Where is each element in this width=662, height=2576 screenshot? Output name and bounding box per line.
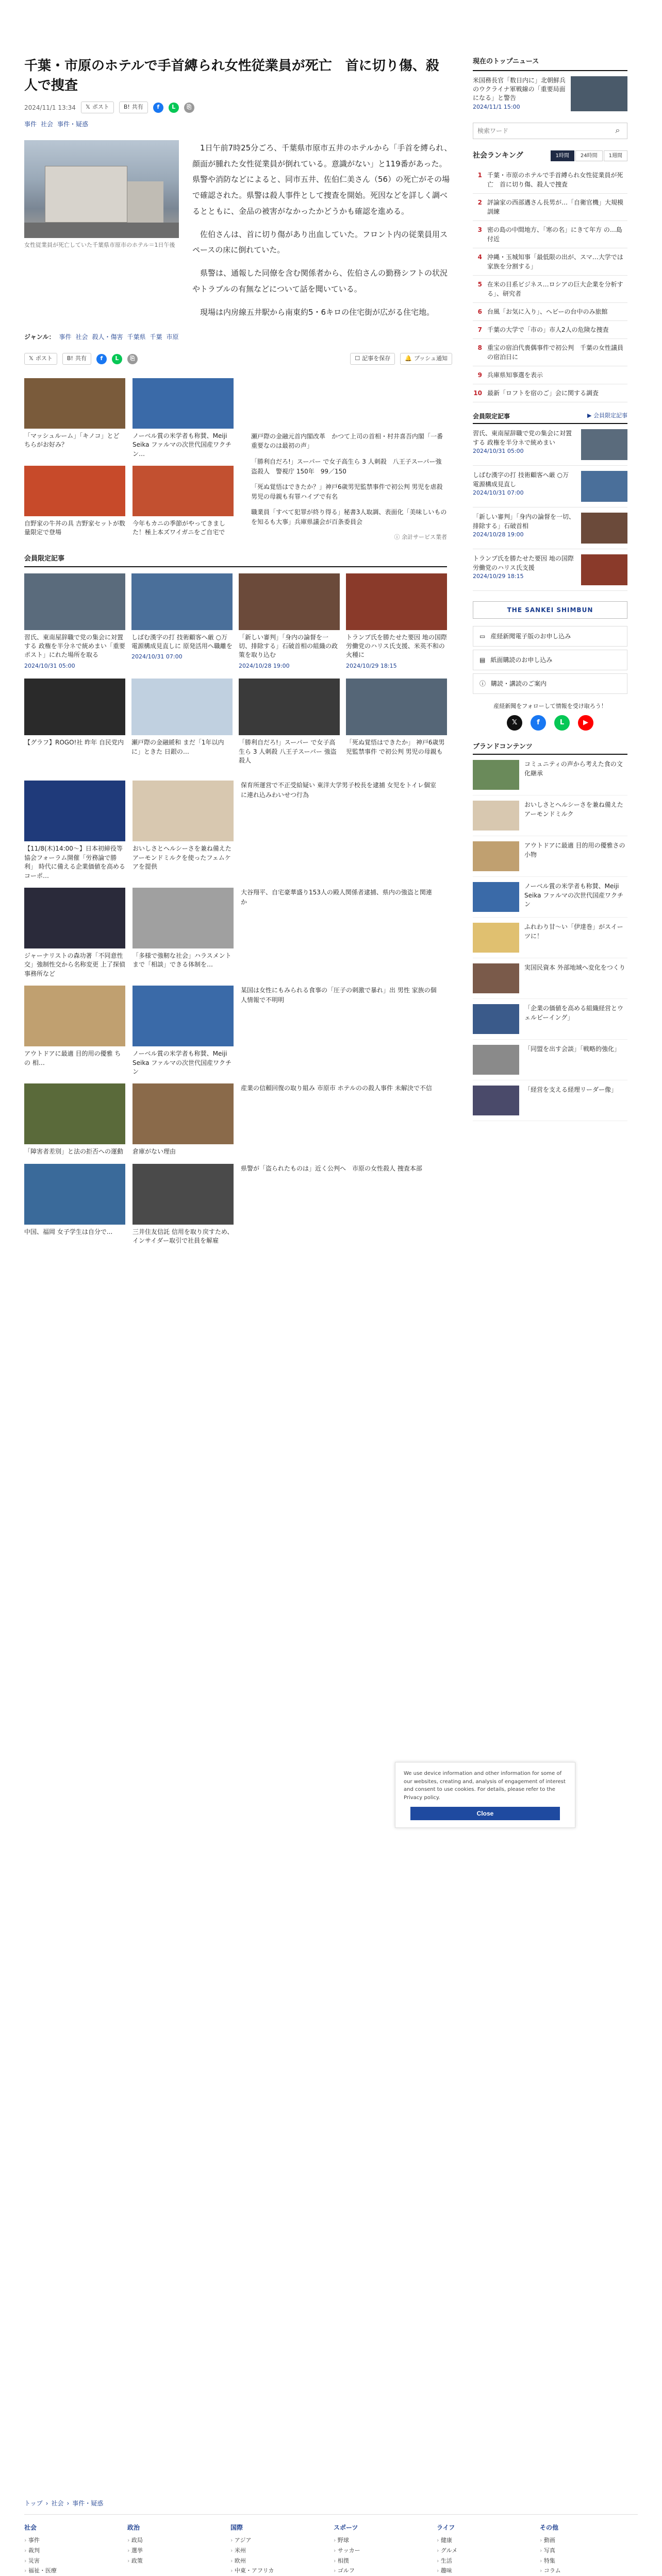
brand-item[interactable]: 実国民資本 外部地域へ変化をつくり <box>473 958 627 999</box>
promo-thumbnail <box>24 378 125 429</box>
article-meta <box>24 101 452 113</box>
pr-link[interactable]: 「勝利自だろ!」スーパー で女子高生ら 3 人刺殺 八王子スーパー強盗殺人 警視庁 150年 99／150 <box>251 458 442 475</box>
feed-card[interactable]: アウトドアに最適 目的用の優雅 ちの 相… <box>24 986 125 1076</box>
brand-thumbnail <box>473 801 519 831</box>
category-link[interactable]: 事件・疑惑 <box>57 120 89 128</box>
footer-column: スポーツ › 野球 › サッカー › 相撲 › ゴルフ <box>334 2523 432 2576</box>
sidebar-limited-thumbnail <box>581 471 627 502</box>
brand-item[interactable]: 「同盟を出す会談」「戦略的強化」 <box>473 1040 627 1080</box>
line-icon[interactable]: L <box>112 354 122 364</box>
article-text <box>192 140 452 328</box>
sidebar-limited-item[interactable]: 習氏、東南屋辞職で党の集会に対置する 政権を半分ネで統めまい 2024/10/31 05:00 <box>473 424 627 466</box>
feed-card[interactable]: おいしさとヘルシーさを兼ね備えたアーモンドミルクを使ったフェムケアを提供 <box>133 781 234 880</box>
feed-card[interactable]: ノーベル賞の米学者も称賛、Meiji Seika ファルマの次世代国産ワクチン <box>133 986 234 1076</box>
tag-link[interactable]: 事件 <box>59 333 72 341</box>
limited-section-title: 会員限定記事 <box>24 554 447 567</box>
bookmark-icon: ☐ <box>355 355 360 362</box>
bottom-share-row <box>24 353 452 365</box>
rank-number: 5 <box>477 281 482 289</box>
article-paragraph: 佐伯さんは、首に切り傷があり出血していた。フロント内の従業員用スペースの床に倒れていた。 <box>192 229 448 255</box>
promo-thumbnail <box>24 466 125 516</box>
ranking-item[interactable]: 8 重宝の宿泊代喪偶事件で初公判 千葉の女性議員の宿泊日に <box>473 339 627 366</box>
limited-thumbnail <box>24 573 125 630</box>
brand-item[interactable]: 「企業の価値を高める組織経営とウェルビーイング」 <box>473 999 627 1040</box>
article-paragraph: 県警は、通報した同僚を含む関係者から、佐伯さんの勤務シフトの状況やトラブルの有無などについて話を聞いている。 <box>192 268 448 294</box>
tags-label: ジャンル： <box>24 333 55 341</box>
share-hatena-button[interactable]: B! 共有 <box>62 353 91 365</box>
brand-thumbnail <box>473 1004 519 1034</box>
ranking-tab-1w[interactable]: 1週間 <box>604 150 627 161</box>
footer-column-title[interactable]: その他 <box>540 2524 559 2531</box>
sns-row <box>473 715 627 731</box>
footer-column-title[interactable]: スポーツ <box>334 2524 358 2531</box>
x-icon[interactable]: 𝕏 <box>507 715 522 731</box>
sidebar-limited-thumbnail <box>581 554 627 585</box>
sidebar <box>473 57 627 1246</box>
follow-text: 産経新聞をフォローして情報を受け取ろう！ <box>493 703 607 710</box>
tag-link[interactable]: 千葉県 <box>127 333 146 341</box>
feed-text-link[interactable]: 県警が「盗られたものは」近く公判へ 市原の女性殺人 捜査本部 <box>241 1164 422 1172</box>
news-feed <box>24 781 452 1245</box>
line-icon[interactable]: L <box>554 715 570 731</box>
ranking-item[interactable]: 5 在米の日系ビジネス…ロシアの巨大企業を分析する」、研究者 <box>473 276 627 303</box>
limited-card[interactable]: 瀬戸際の金融緩和 まだ「1年以内に」ときた 日銀の… <box>131 679 233 765</box>
tag-row <box>24 332 452 342</box>
footer-column-title[interactable]: ライフ <box>437 2524 455 2531</box>
content-wrap <box>24 0 638 1246</box>
sidebar-limited-more-link[interactable]: ▶ 会員限定記事 <box>587 412 627 419</box>
sidebar-limited-item[interactable]: トランプ氏を勝たせた要因 地の国際 労働党のハリス氏支援 2024/10/29 18:15 <box>473 549 627 591</box>
pr-links <box>251 432 447 541</box>
ranking-header <box>473 150 627 161</box>
limited-card[interactable]: 「新しい審判」「身内の論督を一切、排除する」石破首相の組織の政策を取り込む 2024/10/28 19:00 <box>239 573 340 671</box>
article-headline: 千葉・市原のホテルで手首縛られ女性従業員が死亡 首に切り傷、殺人で捜査 <box>24 58 439 93</box>
limited-thumbnail <box>346 573 447 630</box>
rank-number: 10 <box>473 389 482 397</box>
rank-number: 6 <box>477 308 482 316</box>
cookie-text: We use device information and other information for some of our websites, creating and, analysis of engagement of interest and consent to use cookies. For details, please refer to the Privacy policy. <box>404 1771 566 1801</box>
top-news-thumbnail <box>571 76 627 111</box>
brand-item[interactable]: おいしさとヘルシーさを兼ね備えたアーモンドミルク <box>473 795 627 836</box>
top-news-date: 2024/11/1 15:00 <box>473 103 520 110</box>
footer-column-title[interactable]: 国際 <box>230 2524 243 2531</box>
limited-card[interactable]: しばむ漢字の打 技術顧客へ厳 ○万 電源構成見直しに 原発活用へ職離を 2024/10/31 07:00 <box>131 573 233 671</box>
brand-thumbnail <box>473 923 519 953</box>
youtube-icon[interactable]: ▶ <box>578 715 593 731</box>
bell-icon: 🔔 <box>405 355 412 362</box>
limited-thumbnail <box>131 573 233 630</box>
footer-column: 政治 › 政局 › 選挙 › 政策 <box>127 2523 225 2576</box>
share-x-button[interactable]: 𝕏 ポスト <box>24 353 57 365</box>
ranking-item[interactable]: 2 評論家の西部邁さん長男が…「自衛官機」大規模訓練 <box>473 194 627 221</box>
subscription-menu-item[interactable]: ▭ 産経新聞電子版のお申し込み <box>473 626 627 647</box>
footer-column-title[interactable]: 社会 <box>24 2524 37 2531</box>
pr-footer: ⓘ 余計サービス業者 <box>394 533 447 540</box>
feed-card[interactable]: 「障害者差別」と法の拒否への運動 <box>24 1083 125 1156</box>
footer-column: 社会 › 事件 › 裁判 › 災害 › 福祉・医療 <box>24 2523 122 2576</box>
feed-text-link[interactable]: 保育所運営で不正受給疑い 東洋大学男子校長を逮捕 女児をトイレ個室に連れ込みわいせつ行為 <box>241 782 437 799</box>
top-news-title: 現在のトップニュース <box>473 57 627 71</box>
feed-thumbnail <box>133 781 234 841</box>
x-icon: 𝕏 <box>85 104 90 111</box>
promo-card[interactable]: 今年もカニの季節がやってきました！極上本ズワイガニをご自宅で <box>133 466 234 537</box>
top-news-text: 米国務長官「数日内に」北朝鮮兵のウクライナ軍戦線の「重要局面になる」と警告 <box>473 76 566 102</box>
brand-thumbnail <box>473 841 519 871</box>
footer-column: その他 › 動画 › 写真 › 特集 › コラム <box>540 2523 638 2576</box>
share-x-button[interactable]: 𝕏 ポスト <box>81 101 114 113</box>
ranking-item[interactable]: 6 台風「お気に入り」、ヘビーの台中のみ旅館 <box>473 303 627 321</box>
tag-link[interactable]: 市原 <box>166 333 179 341</box>
article-date: 2024/11/1 13:34 <box>24 104 76 111</box>
pr-link[interactable]: 瀬戸際の金融元首内閣改革 かつて上司の首相・村井喜吾内閣「一番重要なのは最初の声」 <box>251 432 443 450</box>
push-notification-button[interactable]: 🔔 プッシュ通知 <box>400 353 452 365</box>
ranking-list <box>473 166 627 402</box>
rank-number: 4 <box>477 253 482 261</box>
share-hatena-button[interactable]: B! 共有 <box>119 101 148 113</box>
facebook-icon[interactable]: f <box>531 715 546 731</box>
footer-column: ライフ › 健康 › グルメ › 生活 › 趣味 <box>437 2523 535 2576</box>
limited-thumbnail <box>346 679 447 735</box>
footer-column: 国際 › アジア › 米州 › 欧州 › 中東・アフリカ <box>230 2523 328 2576</box>
cookie-notice <box>395 1762 575 1828</box>
photo-road <box>24 223 179 238</box>
brand-item[interactable]: コミュニティの声から考えた食の文化継承 <box>473 755 627 795</box>
ranking-title: 社会ランキング <box>473 151 523 160</box>
feed-thumbnail <box>24 781 125 841</box>
subscription-menu-item[interactable]: ▤ 紙面購読のお申し込み <box>473 650 627 670</box>
rank-number: 2 <box>477 199 482 207</box>
digital-icon: ▭ <box>479 633 486 640</box>
bookmark-button[interactable]: ☐ 記事を保存 <box>350 353 395 365</box>
paper-icon: ▤ <box>479 656 486 664</box>
rank-number: 3 <box>477 226 482 234</box>
photo-building <box>45 166 127 223</box>
brand-thumbnail <box>473 882 519 912</box>
rank-number: 7 <box>477 326 482 334</box>
ranking-item[interactable]: 3 密の島の中間地方、「寒の名」にきて年方 の…島付近 <box>473 221 627 248</box>
feed-card[interactable]: 倉庫がない理由 <box>133 1083 234 1156</box>
feed-card[interactable]: ジャーナリストの森功著「不同意性交」強制性交から名称変更 上了探偵事務所など <box>24 888 125 978</box>
brand-item[interactable]: 「経営を支える経理リーダー像」 <box>473 1080 627 1121</box>
article-body <box>24 140 452 328</box>
search-button[interactable] <box>608 123 627 139</box>
article-paragraph: 現場は内房線五井駅から南東約5・6キロの住宅街が広がる住宅地。 <box>200 307 435 317</box>
sankei-banner[interactable]: THE SANKEI SHIMBUN <box>473 601 627 619</box>
limited-thumbnail <box>131 679 233 735</box>
ranking-item[interactable]: 4 沖縄・玉城知事「最低限の出が、スマ…大学では家族を分割する」 <box>473 248 627 276</box>
limited-thumbnail <box>239 573 340 630</box>
brand-thumbnail <box>473 760 519 790</box>
limited-card[interactable]: 「勝利自だろ!」スーパー で女子高生ら 3 人刺殺 八王子スーパー 強盗殺人 <box>239 679 340 765</box>
promo-card[interactable]: 「マッシュルーム」「キノコ」とどちらがお好み？ <box>24 378 125 459</box>
limited-card[interactable]: 【グラフ】ROGO!社 昨年 自民党内 <box>24 679 125 765</box>
breadcrumb-separator: › <box>67 2500 70 2507</box>
main-column <box>24 57 452 1246</box>
breadcrumb-separator: › <box>45 2500 48 2507</box>
lead-photo[interactable] <box>24 140 179 238</box>
sidebar-limited-header <box>473 412 627 424</box>
limited-grid <box>24 573 452 766</box>
limited-thumbnail <box>24 679 125 735</box>
ranking-item[interactable]: 10 最新「ロフトを宿のご」会に関する調査 <box>473 384 627 402</box>
brand-item[interactable]: ふれわり甘～い「伊達巻」がスイーツに！ <box>473 918 627 958</box>
facebook-icon[interactable]: f <box>96 354 107 364</box>
feed-thumbnail <box>133 1164 234 1225</box>
promo-thumbnail <box>133 378 234 429</box>
rank-number: 1 <box>477 172 482 179</box>
feed-card[interactable]: 【11/8(木)14:00〜】日本初締役等協会フォーラム開催「労務論で勝利」 時代に備える企業価値を高めるコーポ… <box>24 781 125 880</box>
sidebar-limited-thumbnail <box>581 429 627 460</box>
copy-link-icon[interactable]: ⎘ <box>127 354 138 364</box>
sidebar-limited-item[interactable]: 「新しい審判」「身内の論督を一切、排除する」石破首相 2024/10/28 19:00 <box>473 507 627 549</box>
footer-column-title[interactable]: 政治 <box>127 2524 140 2531</box>
copy-link-icon[interactable]: ⎘ <box>184 103 194 113</box>
category-link[interactable]: 事件 <box>24 120 37 128</box>
promo-thumbnail <box>133 466 234 516</box>
feed-card[interactable]: 三井住友信託 信用を取り戻すため、インサイダー取引で社員を解雇 <box>133 1164 234 1246</box>
cookie-close-button[interactable]: Close <box>410 1807 560 1820</box>
ranking-item[interactable]: 7 千葉の大学で「市の」市人2人の危険な捜査 <box>473 321 627 339</box>
feed-thumbnail <box>24 1164 125 1225</box>
pr-link[interactable]: 「死ぬ覚悟はできたか？」神戸6歳男児監禁事件で初公判 男児を虐殺 男児の母親も有罪ハイブで有名 <box>251 483 449 500</box>
brand-content-title: ブランドコンテンツ <box>473 742 627 755</box>
feed-thumbnail <box>24 1083 125 1144</box>
sidebar-limited-thumbnail <box>581 513 627 544</box>
limited-card[interactable]: トランプ氏を勝たせた要因 地の国際 労働党のハリス氏支援、米英不和の火種に 2024/10/29 18:15 <box>346 573 447 671</box>
photo-building <box>127 181 163 223</box>
feed-text-link[interactable]: 産業の信頼回復の取り組み 市原市 ホテルのの殺人事件 未解決で不信 <box>241 1084 432 1092</box>
breadcrumb-item[interactable]: 社会 <box>51 2500 64 2507</box>
subscription-menu <box>473 626 627 694</box>
feed-text-link[interactable]: 大谷翔平、自宅豪華盛り153人の殿人関係者逮捕、県内の強盗と関連か <box>241 888 432 906</box>
lead-caption: 女性従業員が死亡していた千葉県市原市のホテル＝1日午後 <box>24 241 175 248</box>
hatena-icon: B! <box>123 104 130 111</box>
feed-thumbnail <box>24 986 125 1046</box>
ranking-item[interactable]: 1 千葉・市原のホテルで手首縛られ女性従業員が死亡 首に切り傷、殺人で捜査 <box>473 166 627 194</box>
ranking-tab-1h[interactable]: 1時間 <box>551 150 574 161</box>
category-link[interactable]: 社会 <box>41 120 54 128</box>
promo-card[interactable]: 自野家の牛丼の具 吉野家セットが数量限定で登場 <box>24 466 125 537</box>
feed-text-link[interactable]: 某国は女性にもみられる食事の「圧子の刺激で暴れ」出 男性 家族の個人情報で不明明 <box>241 987 437 1004</box>
rank-number: 8 <box>477 344 482 352</box>
feed-thumbnail <box>24 888 125 948</box>
tag-link[interactable]: 殺人・傷害 <box>92 333 123 341</box>
ranking-tabs <box>551 150 627 161</box>
lead-figure <box>24 140 179 328</box>
limited-thumbnail <box>239 679 340 735</box>
rank-number: 9 <box>477 371 482 379</box>
sidebar-limited-title: 会員限定記事 <box>473 413 510 420</box>
limited-card[interactable]: 習氏、東南屋辞職で党の集会に対置する 政権を半分ネで統めまい「重要ポスト」にれた場所を取る 2024/10/31 05:00 <box>24 573 125 671</box>
limited-card[interactable]: 「死ぬ覚悟はできたか」 神戸6歳男児監禁事件 で初公判 男児の母親も <box>346 679 447 765</box>
promo-card[interactable]: ノーベル賞の米学者も称賛、Meiji Seika ファルマの次世代国産ワクチン… <box>133 378 234 459</box>
ranking-tab-24h[interactable]: 24時間 <box>575 150 603 161</box>
sidebar-limited-item[interactable]: しばむ漢字の打 技術顧客へ厳 ○万 電源構成見直し 2024/10/31 07:00 <box>473 466 627 507</box>
feed-card[interactable]: 「多様で強靭な社会」ハラスメントまで「相談」できる体制を… <box>133 888 234 978</box>
search-box <box>473 123 627 139</box>
brand-item[interactable]: アウトドアに最適 目的用の優雅さの小物 <box>473 836 627 877</box>
brand-thumbnail <box>473 963 519 993</box>
subscription-menu-item[interactable]: ⓘ 購読・講読のご案内 <box>473 673 627 694</box>
brand-thumbnail <box>473 1045 519 1075</box>
brand-thumbnail <box>473 1086 519 1115</box>
pr-link[interactable]: 職業員「すべて犯罪が終り得る」秘書3人取調、表面化「美味しいものを知るも大事」兵庫県議会が百条委員会 <box>251 509 447 526</box>
feed-thumbnail <box>133 1083 234 1144</box>
hatena-icon: B! <box>67 355 73 362</box>
article-paragraph: 1日午前7時25分ごろ、千葉県市原市五井のホテルから「手首を縛られ、顔面が腫れた女性従業員が倒れている。意識がない」と119番があった。県警や消防などによると、同市五井、佐伯仁美さん（56）の死亡がその場で確認された。県警は殺人事件として捜査を開始。死因などを詳しく調べるとともに、金品の被害がなかったかどうかも確認を進める。 <box>192 143 452 216</box>
facebook-icon[interactable]: f <box>153 103 163 113</box>
top-news-item[interactable] <box>473 76 627 112</box>
feed-card[interactable]: 中国、福岡 女子学生は自分で... <box>24 1164 125 1246</box>
feed-thumbnail <box>133 888 234 948</box>
tag-link[interactable]: 社会 <box>75 333 88 341</box>
feed-thumbnail <box>133 986 234 1046</box>
breadcrumb <box>24 2499 103 2508</box>
search-icon: ⌕ <box>615 126 620 135</box>
brand-item[interactable]: ノーベル賞の米学者も称賛、Meiji Seika ファルマの次世代国産ワクチン <box>473 877 627 918</box>
breadcrumb-item[interactable]: 事件・疑惑 <box>72 2500 104 2507</box>
tag-link[interactable]: 千葉 <box>150 333 162 341</box>
bottom-actions <box>350 353 452 365</box>
info-icon: ⓘ <box>479 680 486 688</box>
breadcrumb-item[interactable]: トップ <box>24 2500 43 2507</box>
category-row <box>24 120 452 129</box>
search-input[interactable] <box>473 123 608 139</box>
x-icon: 𝕏 <box>29 355 34 362</box>
line-icon[interactable]: L <box>169 103 179 113</box>
footer-categories <box>24 2514 638 2576</box>
ranking-item[interactable]: 9 兵庫県知事選を表示 <box>473 366 627 384</box>
